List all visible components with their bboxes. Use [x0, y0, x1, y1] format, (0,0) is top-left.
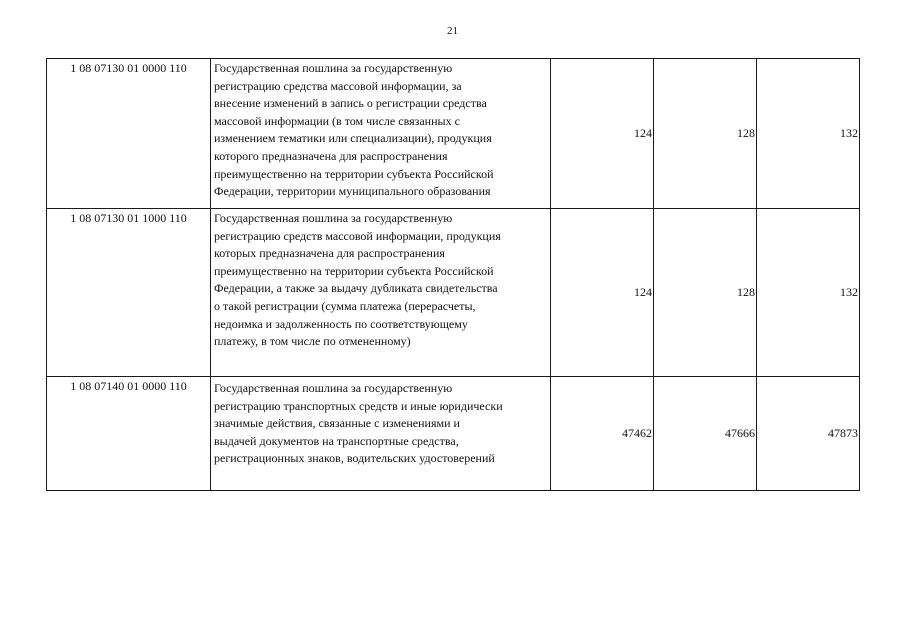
description-line: Федерации, а также за выдачу дубликата свидетельства: [214, 281, 498, 296]
description-line: значимые действия, связанные с изменениями и: [214, 416, 460, 431]
budget-code-cell: 1 08 07130 01 1000 110: [47, 209, 211, 377]
description-cell: [211, 59, 551, 209]
table-row: [47, 377, 860, 491]
description-line: Государственная пошлина за государственную: [214, 61, 453, 75]
description-line: Федерации, территории муниципального образования: [214, 184, 491, 199]
description-line: регистрационных знаков, водительских удостоверений: [214, 451, 495, 466]
description-line: выдачей документов на транспортные средства,: [214, 433, 459, 448]
description-line: массовой информации (в том числе связанных с: [214, 113, 460, 128]
description-cell: [211, 209, 551, 377]
budget-code-cell: 1 08 07130 01 0000 110: [47, 59, 211, 209]
description-cell: [211, 377, 551, 491]
amount-year-1: 47462: [551, 377, 654, 491]
description-line: внесение изменений в запись о регистрации средства: [214, 96, 487, 111]
amount-year-3: 132: [757, 209, 860, 377]
table-row: [47, 209, 860, 377]
description-line: регистрацию средств массовой информации, продукция: [214, 228, 501, 243]
amount-year-2: 128: [654, 209, 757, 377]
description-line: изменением тематики или специализации), продукция: [214, 131, 492, 146]
description-line: платежу, в том числе по отмененному): [214, 334, 411, 349]
amount-year-3: 132: [757, 59, 860, 209]
description-line: Государственная пошлина за государственную: [214, 381, 453, 395]
amount-year-2: 128: [654, 59, 757, 209]
description-line: преимущественно на территории субъекта Российской: [214, 166, 494, 181]
amount-year-1: 124: [551, 59, 654, 209]
description-line: недоимка и задолженность по соответствующему: [214, 316, 468, 331]
revenue-table: [46, 58, 860, 491]
description-line: преимущественно на территории субъекта Российской: [214, 263, 494, 278]
table-row: [47, 59, 860, 209]
description-line: которых предназначена для распространения: [214, 246, 445, 261]
amount-year-2: 47666: [654, 377, 757, 491]
amount-year-3: 47873: [757, 377, 860, 491]
budget-code-cell: 1 08 07140 01 0000 110: [47, 377, 211, 491]
description-line: о такой регистрации (сумма платежа (перерасчеты,: [214, 298, 476, 313]
description-line: регистрацию средства массовой информации, за: [214, 78, 462, 93]
amount-year-1: 124: [551, 209, 654, 377]
page-number: 21: [447, 25, 458, 37]
description-line: Государственная пошлина за государственную: [214, 211, 453, 225]
description-line: регистрацию транспортных средств и иные юридически: [214, 398, 503, 413]
description-line: которого предназначена для распространения: [214, 148, 448, 163]
